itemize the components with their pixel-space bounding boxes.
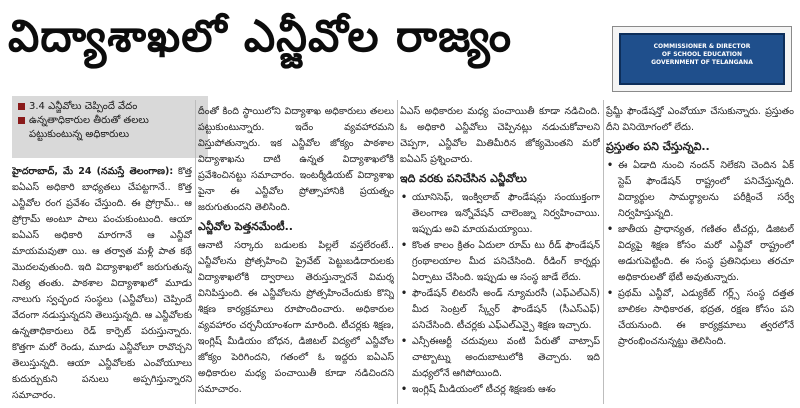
bullet-icon: •: [400, 384, 408, 395]
square-bullet-icon: [18, 103, 25, 110]
bullet-icon: •: [400, 336, 408, 347]
list-item-text: ఫౌండేషన్ లిటరసీ అండ్ న్యూమరసీ (ఎఫ్ఎల్ఎన్) మీద సెంట్రల్ స్క్వేర్ ఫౌండేషన్ (సీఎస్ఎఫ్) పనిచేసింది. టీచర్లకు ఎఫ్ఎల్ఎన్పై శిక్షణ ఇచ్చారు.: [412, 288, 600, 331]
signboard-image: [619, 33, 785, 85]
list-item-text: ఇంగ్లిష్ మీడియంలో టీచర్ల శిక్షణకు ఆశం: [412, 384, 556, 395]
column-3-para-1: ఏఎస్ అధికారుల మధ్య పంచాయితీ కూడా నడిచింది. ఓ అధికారి ఎన్జీవోలు చెప్పినట్లు నడుచుకోవాలని చెప్పగా, ఎన్జీవోల మితిమీరిన జోక్యమెంతని మరో ఐఏఎస్ ప్రశ్నించారు.: [400, 106, 600, 165]
column-3-subhead: ఇది వరకు పనిచేసిన ఎన్జీవోలు: [400, 172, 527, 185]
sign-line-2: OF SCHOOL EDUCATION: [661, 51, 743, 58]
column-1: [12, 164, 192, 404]
highlight-text: 3.4 ఎన్జీవోలు చెప్పిందే వేదం: [29, 101, 138, 112]
column-2-para-1: దీంతో కింది స్థాయిలోని విద్యాశాఖ అధికారులు తలలు పట్టుకుంటున్నారు. ఇదేం వ్యవహారమని విస్తుపోతున్నారు. ఇక ఎన్జీవోల జోక్యం పాఠశాల విద్యాశాఖను దాటి ఉన్నత విద్యాశాఖలోకి ప్రవేశించినట్టు సమాచారం. ఇంటర్మీడియట్ విద్యాశాఖ పైనా ఈ ఎన్జీవోల ప్రోత్సాహానికి ప్రయత్నం జరుగుతుందని తెలిసింది.: [198, 106, 394, 213]
list-item-text: కొంత కాలం క్రితం ఏదులా రూమ్ టు రీడ్ ఫౌండేషన్ గ్రంథాలయాల మీద పనిచేసింది. రీడింగ్ కార్నర్లు ఏర్పాటు చేసింది. ఇప్పుడు ఆ సంస్థ జాడే లేదు.: [412, 240, 600, 283]
square-bullet-icon: [18, 117, 25, 124]
list-item: [400, 286, 600, 334]
list-item-text: జాతీయ ప్రాధాన్యత, గణితం టీచర్లు, డిజిటల్ విద్యపై శిక్షణ కోసం మరో ఎన్జీవో రాష్ట్రంలో అడుగుపెట్టింది. ఈ సంస్థ ప్రతినిధులు తరచూ అధికారులతో భేటీ అవుతున్నారు.: [618, 224, 794, 283]
list-item-text: యూనిసెఫ్, ఇంక్విలాబ్ ఫౌండేషన్లు సంయుక్తంగా తెలంగాణ ఇన్నోవేషన్ చాలెంజ్ను నిర్వహించాయి. ఇప్పుడు అవి మాయమయ్యాయి.: [412, 192, 600, 235]
list-item-text: ఎన్సీఈఆర్టీ చదువులు వంటి పేరుతో వాట్సాప్ చాట్బాట్ను అందుబాటులోకి తెచ్చారు. ఇది మధ్యలోనే ఆగిపోయింది.: [412, 336, 600, 379]
list-item-text: ప్రథమ్ ఎన్జీవో, ఎడ్యుకేట్ గర్ల్స్ సంస్థ దత్తత బాలికల సాధికారత, భద్రత, రక్షణ కోసం పని చేయనుంది. ఈ కార్యక్రమాలు త్వరలోనే ప్రారంభించనున్నట్టు తెలిసింది.: [618, 288, 794, 347]
column-divider: [397, 100, 398, 404]
bullet-icon: •: [400, 240, 408, 251]
bullet-icon: •: [606, 288, 614, 299]
list-item: [400, 238, 600, 286]
highlight-box: [12, 96, 208, 158]
list-item: [400, 190, 600, 238]
highlight-text: ఉన్నతాధికారుల తీరుతో తలలు పట్టుకుంటున్న అధికారులు: [29, 115, 149, 140]
bullet-icon: •: [400, 192, 408, 203]
column-2-subhead: ఎన్జీవోల పెత్తనమేంటీ..: [198, 220, 293, 233]
column-2: [198, 104, 394, 404]
column-4: [606, 104, 794, 404]
highlight-item: [18, 100, 202, 114]
highlight-item: [18, 114, 202, 142]
list-item: [606, 286, 794, 350]
bullet-icon: •: [400, 288, 408, 299]
column-divider: [195, 100, 196, 404]
column-4-para-1: ప్రేమ్జీ ఫౌండేషన్తో ఎంవోయూ చేసుకున్నారు. ప్రస్తుతం దీని వినియోగంలో లేదు.: [606, 106, 794, 133]
bullet-icon: •: [606, 224, 614, 235]
column-2-para-2: ఆనాటి సర్కారు బడులకు పిల్లలే వస్తలేరంటే.. ఎన్జీవోలను ప్రోత్సహించి ప్రైవేట్ పెట్టుబడిదారులకు విద్యాశాఖలోకి ద్వారాలు తెరుస్తున్నారనే విమర్శ వినిపిస్తుంది. ఈ ఎన్జీవోలను ప్రోత్సహించేందుకు కొన్ని శిక్షణ కార్యక్రమాలు రూపొందించారు. అధికారుల వ్యవహారం చర్చనీయాంశంగా మారింది. టీచర్లకు శిక్షణ, ఇంగ్లిష్ మీడియం బోధన, డిజిటల్ విద్యలో ఎన్జీవోల జోక్యం పెరిగిందని, గతంలో ఓ ఇద్దరు ఐఏఎస్ అధికారుల మధ్య పంచాయితీ కూడా నడిచిందని సమాచారం.: [198, 240, 394, 395]
column-4-subhead: ప్రస్తుతం పని చేస్తున్నవి..: [606, 140, 710, 153]
list-item: [606, 222, 794, 286]
photo-signboard: [612, 26, 792, 92]
sign-line-3: GOVERNMENT OF TELANGANA: [651, 59, 753, 66]
list-item-text: ఈ ఏడాది నుంచి నందన్ నిలేకని చెందిన ఏక్ స్టెప్ ఫౌండేషన్ రాష్ట్రంలో పనిచేస్తున్నది. విద్యార్థుల సామర్థ్యాలను పరీక్షించే సర్వే నిర్వహిస్తున్నది.: [618, 160, 794, 219]
list-item: [400, 382, 600, 398]
column-1-body: కొత్త ఐఏఎస్ అధికారి బాధ్యతలు చేపట్టగానే.. కొత్త ఎన్జీవోల రంగ ప్రవేశం చేస్తుంది. ఈ ప్రోగ్రామ్.. ఆ ప్రోగ్రామ్ అంటూ పాలు పంచుకుంటుంది. ఆయా ఐఏఎస్ అధికారి మారగానే ఆ ఎన్జీవో మాయమవుతా యి. ఆ తర్వాత మళ్లీ పాత కథే మొదలవుతుంది. ఇది విద్యాశాఖలో జరుగుతున్న నిత్య తంతు. పాఠశాల విద్యాశాఖలో మూడు నాలుగు స్వచ్ఛంద సంస్థలు (ఎన్జీవోలు) చెప్పిందే వేదంగా నడుస్తున్నదని తెలుస్తున్నది. ఆ ఎన్జీవోలకు ఉన్నతాధికారులు రెడ్ కార్పెట్ పరుస్తున్నారు. కొత్తగా మరో రెండు, మూడు ఎన్జీవోలూ రావొచ్చని తెలుస్తున్నది. ఆయా ఎన్జీవోలకు ఎంవోయూలు కుదుర్చుకుని పనులు అప్పగిస్తున్నారని సమాచారం.: [12, 166, 192, 401]
sign-line-1: COMMISSIONER & DIRECTOR: [653, 43, 751, 50]
list-item: [606, 158, 794, 222]
bullet-icon: •: [606, 160, 614, 171]
column-divider: [603, 100, 604, 404]
column-3: [400, 104, 600, 404]
list-item: [400, 334, 600, 382]
dateline: హైదరాబాద్, మే 24 (నమస్తే తెలంగాణ):: [12, 166, 174, 177]
headline: విద్యాశాఖలో ఎన్జీవోల రాజ్యం: [8, 11, 513, 62]
